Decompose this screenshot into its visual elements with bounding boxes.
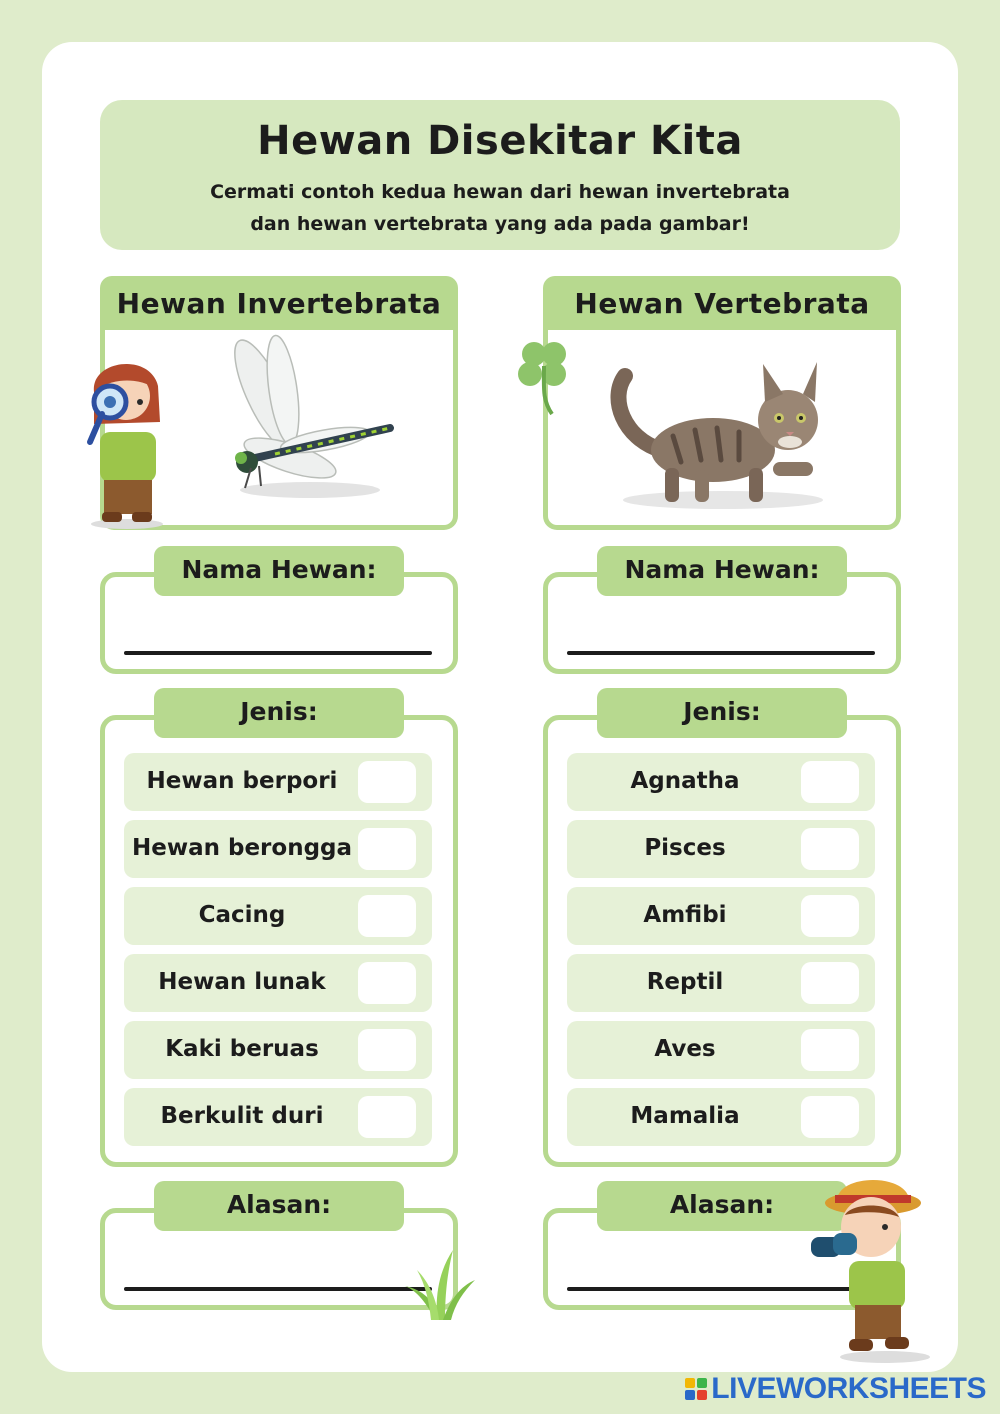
liveworksheets-brand: LIVEWORKSHEETS [711,1372,986,1405]
vertebrate-title: Hewan Vertebrata [543,276,901,334]
option-hewan-berpori[interactable] [124,753,432,811]
option-label: Hewan lunak [158,969,326,995]
invertebrate-reason-input[interactable] [124,1287,432,1291]
option-checkbox[interactable] [358,1029,416,1071]
option-label: Cacing [198,902,286,928]
option-label: Hewan berpori [146,768,338,794]
option-aves[interactable] [567,1021,875,1079]
invertebrate-name-input[interactable] [124,651,432,655]
option-checkbox[interactable] [358,1096,416,1138]
option-reptil[interactable] [567,954,875,1012]
option-checkbox[interactable] [801,1096,859,1138]
invertebrate-reason-label: Alasan: [154,1181,404,1231]
option-label: Aves [654,1036,716,1062]
option-hewan-berongga[interactable] [124,820,432,878]
vertebrate-name-label: Nama Hewan: [597,546,847,596]
option-checkbox[interactable] [801,828,859,870]
option-checkbox[interactable] [801,895,859,937]
page-title: Hewan Disekitar Kita [257,118,743,164]
option-checkbox[interactable] [358,828,416,870]
option-label: Reptil [646,969,724,995]
option-checkbox[interactable] [358,895,416,937]
option-pisces[interactable] [567,820,875,878]
vertebrate-reason-label: Alasan: [597,1181,847,1231]
option-checkbox[interactable] [801,761,859,803]
option-label: Berkulit duri [160,1103,324,1129]
instructions-line-2: dan hewan vertebrata yang ada pada gambar! [250,213,750,235]
liveworksheets-mark-icon [685,1378,707,1400]
option-hewan-lunak[interactable] [124,954,432,1012]
option-checkbox[interactable] [358,962,416,1004]
option-label: Pisces [644,835,726,861]
option-amfibi[interactable] [567,887,875,945]
invertebrate-name-label: Nama Hewan: [154,546,404,596]
dragonfly-icon [215,340,405,510]
option-checkbox[interactable] [801,962,859,1004]
option-checkbox[interactable] [801,1029,859,1071]
boy-with-binoculars-icon [805,1165,940,1363]
option-checkbox[interactable] [358,761,416,803]
liveworksheets-logo[interactable] [685,1372,986,1406]
vertebrate-picture-box [543,330,901,530]
invertebrate-type-label: Jenis: [154,688,404,738]
invertebrate-column [100,0,458,1414]
option-cacing[interactable] [124,887,432,945]
grass-icon [405,1250,475,1320]
cat-icon [603,358,843,518]
option-label: Mamalia [630,1103,740,1129]
option-label: Agnatha [630,768,740,794]
girl-with-magnifier-icon [80,352,175,530]
option-label: Kaki beruas [165,1036,319,1062]
option-kaki-beruas[interactable] [124,1021,432,1079]
option-berkulit-duri[interactable] [124,1088,432,1146]
vertebrate-type-label: Jenis: [597,688,847,738]
option-label: Amfibi [643,902,727,928]
option-label: Hewan berongga [131,835,353,861]
invertebrate-title: Hewan Invertebrata [100,276,458,334]
option-agnatha[interactable] [567,753,875,811]
option-mamalia[interactable] [567,1088,875,1146]
clover-icon [514,336,574,416]
vertebrate-name-input[interactable] [567,651,875,655]
instructions-line-1: Cermati contoh kedua hewan dari hewan invertebrata [210,181,790,203]
